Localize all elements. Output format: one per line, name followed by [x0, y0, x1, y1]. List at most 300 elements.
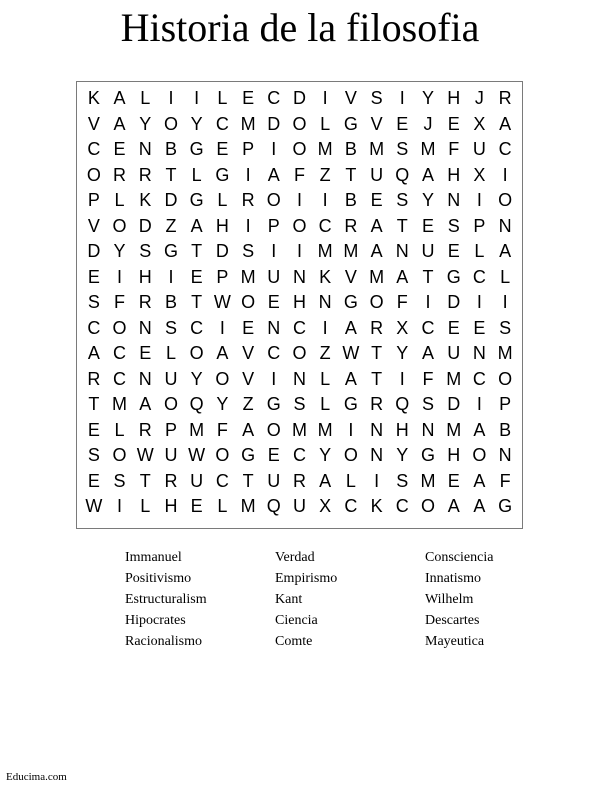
grid-letter: C — [318, 215, 332, 236]
grid-letter: M — [420, 139, 436, 159]
grid-letter: O — [292, 139, 307, 159]
grid-letter: L — [474, 241, 485, 261]
grid-letter: A — [139, 394, 152, 414]
grid-letter: Y — [421, 190, 434, 210]
grid-letter: P — [473, 215, 486, 236]
grid-letter: E — [87, 266, 100, 287]
grid-letter: T — [191, 292, 203, 312]
grid-letter: A — [87, 343, 100, 363]
grid-letter: O — [292, 343, 307, 363]
grid-letter: C — [215, 470, 229, 491]
grid-letter: R — [138, 292, 152, 312]
grid-letter: O — [215, 445, 230, 465]
grid-letter: C — [421, 317, 435, 338]
grid-letter: K — [87, 88, 100, 108]
grid-letter: Z — [319, 343, 331, 363]
grid-letter: P — [87, 190, 100, 210]
grid-letter: M — [369, 139, 385, 159]
grid-letter: M — [420, 470, 436, 491]
grid-letter: I — [425, 292, 431, 312]
grid-letter: S — [499, 317, 512, 338]
grid-letter: Z — [242, 394, 254, 414]
grid-letter: E — [216, 139, 229, 159]
grid-letter: E — [396, 113, 409, 134]
grid-letter: U — [472, 139, 486, 159]
grid-letter: O — [369, 292, 384, 312]
word-list-item: Estructuralism — [125, 592, 207, 607]
grid-letter: E — [190, 496, 203, 516]
grid-letter: G — [189, 139, 204, 159]
word-list-item: Immanuel — [125, 550, 182, 565]
grid-letter: T — [371, 343, 383, 363]
grid-letter: H — [447, 164, 461, 185]
grid-letter: O — [292, 113, 307, 134]
grid-letter: T — [422, 266, 434, 287]
grid-letter: H — [138, 266, 152, 287]
grid-letter: O — [112, 445, 127, 465]
grid-row — [81, 443, 518, 469]
grid-letter: M — [446, 419, 462, 440]
grid-letter: D — [267, 113, 281, 134]
grid-letter: Y — [319, 445, 332, 465]
word-list-item: Racionalismo — [125, 634, 202, 649]
grid-letter: M — [446, 368, 462, 389]
grid-letter: V — [242, 343, 255, 363]
page-title: Historia de la filosofia — [120, 5, 480, 50]
grid-letter: O — [215, 368, 230, 389]
grid-letter: L — [140, 496, 151, 516]
grid-letter: R — [370, 394, 384, 414]
grid-letter: M — [240, 113, 256, 134]
grid-letter: N — [138, 139, 152, 159]
grid-letter: C — [292, 445, 306, 465]
grid-letter: M — [317, 139, 333, 159]
grid-letter: G — [446, 266, 461, 287]
grid-letter: N — [498, 215, 512, 236]
grid-row — [81, 214, 518, 240]
grid-letter: L — [165, 343, 176, 363]
grid-letter: T — [396, 215, 408, 236]
grid-row — [81, 341, 518, 367]
grid-letter: I — [168, 266, 174, 287]
grid-letter: G — [215, 164, 230, 185]
grid-letter: M — [317, 241, 333, 261]
grid-letter: V — [344, 266, 357, 287]
grid-letter: D — [292, 88, 306, 108]
grid-letter: L — [114, 190, 125, 210]
grid-letter: G — [343, 292, 358, 312]
word-list-item: Hipocrates — [125, 613, 186, 628]
word-list-item: Descartes — [425, 613, 480, 628]
grid-letter: V — [87, 113, 100, 134]
grid-letter: C — [215, 113, 229, 134]
grid-letter: O — [472, 445, 487, 465]
grid-letter: N — [421, 419, 435, 440]
letter-grid — [81, 86, 518, 520]
grid-letter: A — [216, 343, 229, 363]
grid-letter: O — [112, 317, 127, 338]
grid-letter: A — [499, 113, 512, 134]
grid-letter: L — [191, 164, 202, 185]
grid-letter: T — [165, 164, 177, 185]
grid-letter: U — [447, 343, 461, 363]
grid-row — [81, 392, 518, 418]
grid-letter: E — [447, 317, 460, 338]
grid-letter: S — [242, 241, 255, 261]
word-list — [125, 547, 545, 652]
grid-letter: F — [448, 139, 460, 159]
grid-letter: Y — [190, 113, 203, 134]
grid-letter: C — [472, 368, 486, 389]
grid-letter: Z — [319, 164, 331, 185]
grid-letter: R — [138, 419, 152, 440]
grid-letter: I — [117, 266, 123, 287]
grid-letter: F — [114, 292, 126, 312]
grid-letter: O — [241, 292, 256, 312]
grid-letter: A — [267, 164, 280, 185]
grid-letter: D — [87, 241, 101, 261]
grid-letter: D — [164, 190, 178, 210]
grid-letter: M — [291, 419, 307, 440]
grid-letter: T — [139, 470, 151, 491]
word-list-item: Ciencia — [275, 613, 318, 628]
grid-letter: N — [498, 445, 512, 465]
grid-letter: S — [396, 190, 409, 210]
grid-letter: K — [370, 496, 383, 516]
grid-letter: A — [113, 113, 126, 134]
grid-letter: E — [447, 241, 460, 261]
grid-letter: N — [267, 317, 281, 338]
grid-row — [81, 239, 518, 265]
grid-row — [81, 367, 518, 393]
grid-letter: I — [322, 88, 328, 108]
grid-letter: M — [317, 419, 333, 440]
grid-letter: A — [473, 470, 486, 491]
grid-row — [81, 163, 518, 189]
grid-letter: E — [447, 113, 460, 134]
grid-letter: I — [476, 190, 482, 210]
grid-letter: I — [476, 394, 482, 414]
grid-letter: A — [421, 343, 434, 363]
grid-letter: A — [344, 317, 357, 338]
grid-letter: I — [271, 368, 277, 389]
grid-letter: A — [421, 164, 434, 185]
grid-letter: C — [113, 368, 127, 389]
grid-letter: H — [215, 215, 229, 236]
grid-letter: F — [499, 470, 511, 491]
grid-letter: P — [216, 266, 229, 287]
grid-letter: P — [499, 394, 512, 414]
grid-letter: Y — [113, 241, 126, 261]
grid-letter: G — [343, 394, 358, 414]
grid-letter: O — [292, 215, 307, 236]
grid-letter: O — [266, 419, 281, 440]
grid-letter: L — [320, 394, 331, 414]
grid-letter: R — [370, 317, 384, 338]
grid-letter: T — [88, 394, 100, 414]
grid-letter: B — [164, 139, 177, 159]
grid-letter: Z — [165, 215, 177, 236]
grid-letter: G — [266, 394, 281, 414]
grid-letter: P — [267, 215, 280, 236]
grid-letter: B — [344, 139, 357, 159]
grid-letter: I — [348, 419, 354, 440]
grid-letter: S — [396, 470, 409, 491]
grid-letter: G — [343, 113, 358, 134]
word-list-item: Comte — [275, 634, 313, 649]
grid-letter: V — [242, 368, 255, 389]
grid-letter: V — [344, 88, 357, 108]
grid-letter: C — [87, 317, 101, 338]
grid-letter: N — [395, 241, 409, 261]
grid-letter: R — [498, 88, 512, 108]
grid-letter: Y — [216, 394, 229, 414]
grid-letter: U — [164, 445, 178, 465]
grid-letter: W — [188, 445, 206, 465]
grid-letter: I — [168, 88, 174, 108]
grid-letter: F — [293, 164, 305, 185]
grid-letter: O — [112, 215, 127, 236]
grid-letter: L — [320, 113, 331, 134]
grid-letter: E — [87, 470, 100, 491]
grid-letter: W — [342, 343, 360, 363]
grid-letter: S — [139, 241, 152, 261]
grid-letter: S — [396, 139, 409, 159]
grid-letter: C — [472, 266, 486, 287]
grid-letter: U — [267, 266, 281, 287]
grid-letter: A — [370, 241, 383, 261]
grid-letter: S — [293, 394, 306, 414]
grid-letter: N — [138, 368, 152, 389]
grid-letter: T — [242, 470, 254, 491]
grid-letter: L — [217, 496, 228, 516]
word-list-item: Kant — [275, 592, 303, 607]
grid-letter: Y — [190, 368, 203, 389]
grid-letter: Y — [396, 343, 409, 363]
word-list-item: Mayeutica — [425, 634, 485, 649]
grid-letter: A — [473, 496, 486, 516]
grid-letter: O — [266, 190, 281, 210]
grid-letter: O — [163, 113, 178, 134]
grid-letter: N — [370, 445, 384, 465]
grid-letter: I — [117, 496, 123, 516]
grid-letter: C — [267, 343, 281, 363]
grid-letter: S — [370, 88, 383, 108]
grid-letter: D — [447, 292, 461, 312]
grid-letter: L — [320, 368, 331, 389]
grid-letter: H — [292, 292, 306, 312]
grid-letter: I — [502, 164, 508, 185]
grid-letter: K — [319, 266, 332, 287]
grid-letter: H — [447, 445, 461, 465]
grid-letter: D — [447, 394, 461, 414]
grid-letter: I — [322, 190, 328, 210]
grid-letter: A — [113, 88, 126, 108]
grid-letter: I — [219, 317, 225, 338]
word-list-item: Consciencia — [425, 550, 494, 565]
grid-letter: E — [267, 445, 280, 465]
grid-letter: M — [112, 394, 128, 414]
grid-letter: S — [421, 394, 434, 414]
grid-letter: A — [499, 241, 512, 261]
grid-letter: I — [374, 470, 380, 491]
word-list-item: Wilhelm — [425, 592, 474, 607]
grid-letter: I — [322, 317, 328, 338]
grid-letter: Q — [189, 394, 204, 414]
grid-letter: O — [420, 496, 435, 516]
grid-letter: Y — [396, 445, 409, 465]
grid-letter: R — [241, 190, 255, 210]
grid-letter: Y — [139, 113, 152, 134]
grid-letter: S — [447, 215, 460, 236]
word-search-grid — [76, 81, 523, 529]
grid-letter: U — [267, 470, 281, 491]
grid-letter: L — [114, 419, 125, 440]
grid-letter: I — [399, 88, 405, 108]
grid-letter: U — [190, 470, 204, 491]
grid-letter: U — [370, 164, 384, 185]
grid-letter: M — [497, 343, 513, 363]
grid-letter: I — [245, 164, 251, 185]
grid-letter: O — [163, 394, 178, 414]
grid-letter: R — [292, 470, 306, 491]
grid-letter: E — [370, 190, 383, 210]
grid-letter: M — [369, 266, 385, 287]
grid-letter: I — [399, 368, 405, 389]
grid-letter: C — [267, 88, 281, 108]
grid-letter: A — [242, 419, 255, 440]
grid-letter: S — [87, 292, 100, 312]
grid-row — [81, 265, 518, 291]
grid-letter: Y — [421, 88, 434, 108]
grid-letter: B — [499, 419, 512, 440]
grid-letter: E — [473, 317, 486, 338]
grid-letter: G — [189, 190, 204, 210]
grid-letter: N — [292, 266, 306, 287]
grid-letter: S — [113, 470, 126, 491]
grid-letter: V — [87, 215, 100, 236]
grid-letter: N — [447, 190, 461, 210]
grid-letter: G — [420, 445, 435, 465]
grid-letter: A — [344, 368, 357, 389]
grid-letter: G — [163, 241, 178, 261]
grid-row — [81, 494, 518, 520]
grid-letter: X — [473, 164, 486, 185]
grid-letter: K — [139, 190, 152, 210]
grid-letter: E — [447, 470, 460, 491]
grid-row — [81, 137, 518, 163]
grid-letter: M — [240, 266, 256, 287]
grid-letter: C — [498, 139, 512, 159]
grid-letter: G — [498, 496, 513, 516]
grid-letter: R — [138, 164, 152, 185]
word-list-item: Positivismo — [125, 571, 192, 586]
grid-letter: Q — [395, 394, 410, 414]
grid-letter: F — [216, 419, 228, 440]
grid-letter: C — [292, 317, 306, 338]
grid-letter: E — [190, 266, 203, 287]
grid-letter: A — [319, 470, 332, 491]
grid-letter: W — [213, 292, 231, 312]
grid-letter: S — [87, 445, 100, 465]
grid-letter: R — [87, 368, 101, 389]
grid-letter: W — [136, 445, 154, 465]
grid-letter: L — [345, 470, 356, 491]
grid-letter: F — [396, 292, 408, 312]
grid-letter: I — [194, 88, 200, 108]
grid-letter: C — [87, 139, 101, 159]
grid-letter: N — [370, 419, 384, 440]
grid-letter: E — [421, 215, 434, 236]
grid-row — [81, 188, 518, 214]
word-list-item: Innatismo — [425, 571, 481, 586]
grid-row — [81, 112, 518, 138]
grid-letter: L — [217, 88, 228, 108]
word-list-item: Empirismo — [275, 571, 338, 586]
grid-letter: L — [500, 266, 511, 287]
grid-letter: A — [473, 419, 486, 440]
footer-credit: Educima.com — [6, 771, 67, 783]
grid-letter: I — [271, 139, 277, 159]
grid-letter: U — [292, 496, 306, 516]
grid-letter: N — [318, 292, 332, 312]
grid-letter: A — [370, 215, 383, 236]
grid-letter: D — [215, 241, 229, 261]
grid-letter: T — [371, 368, 383, 389]
grid-letter: H — [395, 419, 409, 440]
grid-letter: L — [217, 190, 228, 210]
grid-letter: P — [164, 419, 177, 440]
grid-letter: R — [344, 215, 358, 236]
grid-letter: T — [191, 241, 203, 261]
grid-letter: I — [296, 190, 302, 210]
grid-letter: M — [240, 496, 256, 516]
grid-letter: N — [292, 368, 306, 389]
grid-letter: Q — [266, 496, 281, 516]
grid-letter: B — [344, 190, 357, 210]
grid-letter: E — [139, 343, 152, 363]
grid-letter: X — [396, 317, 409, 338]
grid-letter: O — [343, 445, 358, 465]
grid-letter: A — [190, 215, 203, 236]
grid-letter: A — [396, 266, 409, 287]
grid-letter: H — [164, 496, 178, 516]
grid-letter: P — [242, 139, 255, 159]
grid-letter: R — [164, 470, 178, 491]
grid-letter: I — [296, 241, 302, 261]
grid-row — [81, 469, 518, 495]
grid-row — [81, 418, 518, 444]
grid-letter: A — [447, 496, 460, 516]
grid-letter: J — [423, 113, 433, 134]
grid-letter: C — [395, 496, 409, 516]
grid-letter: D — [138, 215, 152, 236]
grid-letter: E — [113, 139, 126, 159]
grid-letter: I — [476, 292, 482, 312]
grid-letter: E — [87, 419, 100, 440]
grid-letter: I — [271, 241, 277, 261]
grid-letter: R — [113, 164, 127, 185]
grid-letter: C — [113, 343, 127, 363]
grid-letter: B — [164, 292, 177, 312]
grid-row — [81, 316, 518, 342]
grid-letter: C — [190, 317, 204, 338]
grid-letter: L — [140, 88, 151, 108]
grid-letter: N — [472, 343, 486, 363]
grid-letter: G — [241, 445, 256, 465]
grid-letter: I — [502, 292, 508, 312]
grid-letter: O — [86, 164, 101, 185]
